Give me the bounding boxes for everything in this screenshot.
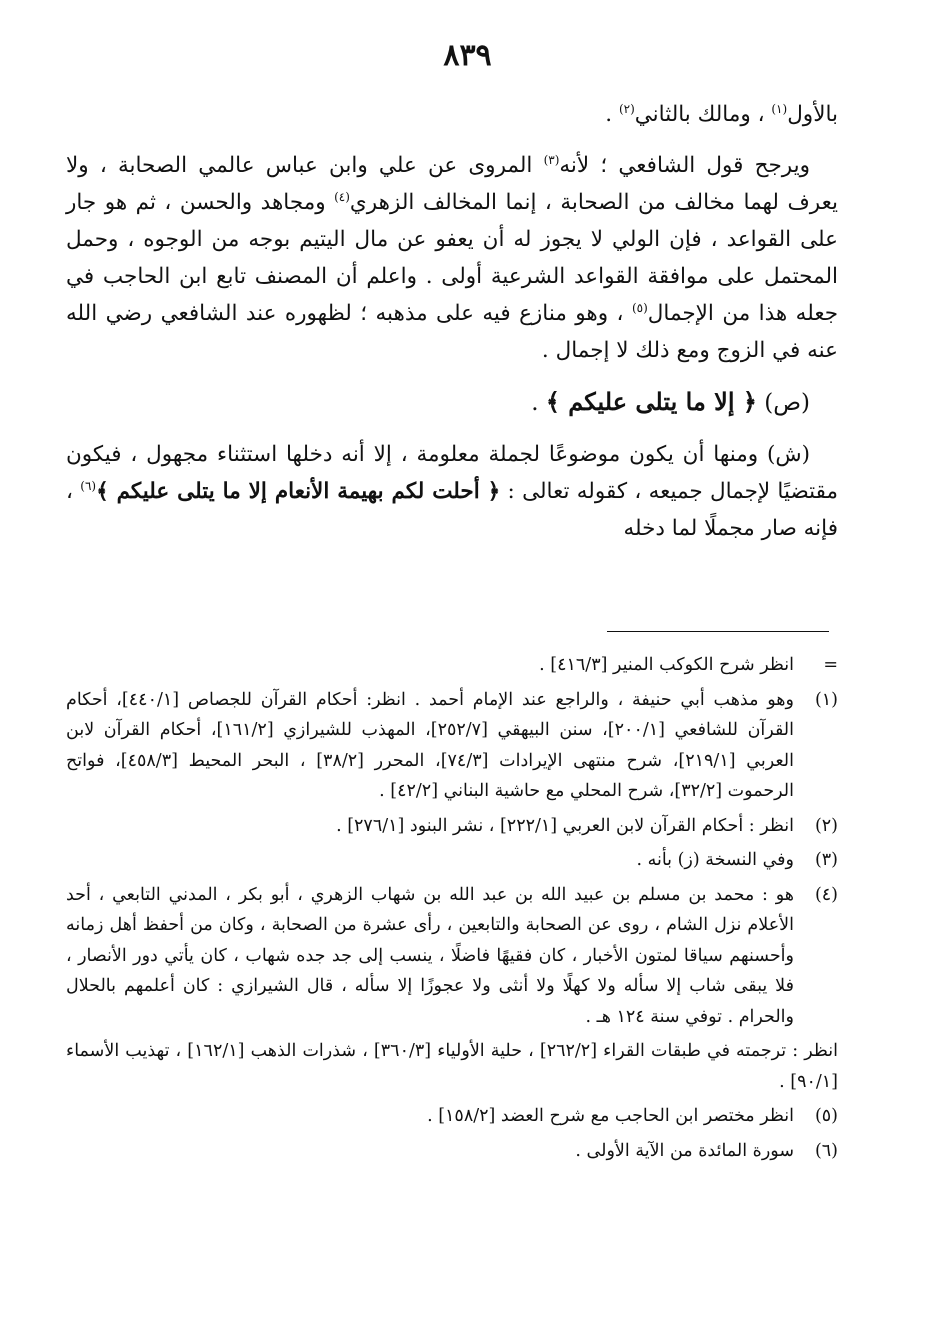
footnote-6 xyxy=(66,1136,838,1167)
footnote-ref-2[interactable]: (٢) xyxy=(618,101,635,116)
footnote-marker: (٢) xyxy=(814,815,838,836)
footnote-marker: (٥) xyxy=(814,1106,838,1126)
footnote-text: انظر : أحكام القرآن لابن العربي [٢٢٢/١] ، نشر البنود [٢٧٦/١] . xyxy=(336,815,794,836)
main-text xyxy=(66,96,838,547)
footnote-2 xyxy=(66,811,838,842)
paragraph-gap xyxy=(66,133,838,147)
intro-text-end: . xyxy=(605,102,619,127)
paragraph-sharh xyxy=(66,436,838,547)
footnote-marker: (٣) xyxy=(814,850,838,870)
footnote-ref-3[interactable]: (٣) xyxy=(543,152,560,167)
sharh-text-b: ، فإنه صار مجملًا لما دخله xyxy=(66,479,838,541)
footnote-text: وهو مذهب أبي حنيفة ، والراجع عند الإمام أحمد . انظر: أحكام القرآن للجصاص [٤٤٠/١]، أحكام القرآن للشافعي [٢٠٠/١]، سنن البيهقي [٢٥٢/٧]، المهذب للشيرازي [١٦١/٢]، أحكام القرآن لابن العربي [٢١٩/١]، شرح منتهى الإيرادات [٧٤/٣]، المحرر [٣٨/٢] ، البحر المحيط [٤٥٨/٣]، فواتح الرحموت [٣٢/٢]، شرح المحلي مع حاشية البناني [٤٢/٢] . xyxy=(66,689,794,801)
footnote-ref-5[interactable]: (٥) xyxy=(631,300,648,315)
quran-verse: ﴿ إلا ما يتلى عليكم ﴾ xyxy=(545,387,757,416)
footnote-marker: (٦) xyxy=(814,1140,838,1161)
footnote-4 xyxy=(66,880,838,1033)
footnote-3 xyxy=(66,845,838,876)
quran-verse-maida: ﴿ أحلت لكم بهيمة الأنعام إلا ما يتلى عليكم ﴾ xyxy=(96,479,501,504)
footnote-text: انظر : ترجمته في طبقات القراء [٢٦٢/٢] ، حلية الأولياء [٣٦٠/٣] ، شذرات الذهب [١٦٢/١] ، تهذيب الأسماء [٩٠/١] . xyxy=(66,1041,838,1092)
shafii-text-c: ومجاهد والحسن ، ثم هو جار على القواعد ، فإن الولي لا يجوز له أن يعفو عن مال اليتيم بوجه من الوجوه ، وحمل المحتمل على موافقة القواعد الشرعية أولى . واعلم أن المصنف تابع ابن الحاجب في جعله هذا من الإجمال xyxy=(66,190,838,326)
footnote-text: انظر مختصر ابن الحاجب مع شرح العضد [١٥٨/٢] . xyxy=(427,1106,794,1126)
footnote-ref-6[interactable]: (٦) xyxy=(80,478,97,493)
paragraph-shafii xyxy=(66,147,838,369)
footnote-5 xyxy=(66,1101,838,1132)
intro-text-mid: ، ومالك بالثاني xyxy=(634,102,772,127)
matn-marker: (ص) xyxy=(756,390,810,416)
footnotes xyxy=(66,650,838,1170)
paragraph-gap xyxy=(66,369,838,383)
shafii-text-b: المروى عن علي وابن عباس عالمي الصحابة ، ولا يعرف لهما مخالف من الصحابة ، إنما المخالف الزهري xyxy=(66,153,838,215)
sharh-text-a: (ش) ومنها أن يكون موضوعًا لجملة معلومة ، إلا أنه دخلها استثناء مجهول ، فيكون مقتضيًا لإجمال جميعه ، كقوله تعالى : xyxy=(66,442,839,504)
intro-text: بالأول xyxy=(787,102,838,127)
shafii-text-d: ، وهو منازع فيه على مذهبه ؛ لظهوره عند الشافعي رضي الله عنه في الزوج ومع ذلك لا إجمال . xyxy=(66,301,838,363)
matn-heading xyxy=(66,383,838,422)
footnote-ref-1[interactable]: (١) xyxy=(771,101,788,116)
page-number: ٨٣٩ xyxy=(443,38,492,73)
footnote-text: هو : محمد بن مسلم بن عبيد الله بن عبد الله بن شهاب الزهري ، أبو بكر ، المدني التابعي ، أحد الأعلام نزل الشام ، روى عن الصحابة والتابعين ، رأى عشرة من الصحابة ، وكان من أحفظ أهل زمانه وأحسنهم سياقا لمتون الأخبار ، كان فقيهًا فاضلًا ، ينسب إلى جد جده شهاب ، كان يأتي دور الأنصار ، فلا يبقى شاب إلا سأله ولا كهلًا ولا أنثى ولا عجوزًا إلا سأله ، قال الشيرازي : كان أعلمهم بالحلال والحرام . توفي سنة ١٢٤ هـ . xyxy=(66,884,794,1027)
footnote-separator xyxy=(607,631,829,632)
footnote-marker: (١) xyxy=(814,689,838,710)
footnote-marker: (٤) xyxy=(814,884,838,905)
footnote-1 xyxy=(66,685,838,807)
shafii-text-a: ويرجح قول الشافعي ؛ لأنه xyxy=(559,153,810,178)
footnote-text: انظر شرح الكوكب المنير [٤١٦/٣] . xyxy=(539,655,794,675)
paragraph-intro xyxy=(66,96,838,133)
footnote-4-sources xyxy=(66,1036,838,1097)
footnote-text: سورة المائدة من الآية الأولى . xyxy=(575,1140,794,1161)
footnote-continued xyxy=(66,650,838,681)
footnote-marker: = xyxy=(823,655,838,675)
paragraph-gap xyxy=(66,422,838,436)
footnote-ref-4[interactable]: (٤) xyxy=(334,189,350,204)
footnote-text: وفي النسخة (ز) بأنه . xyxy=(636,850,794,870)
matn-end: . xyxy=(531,390,546,416)
